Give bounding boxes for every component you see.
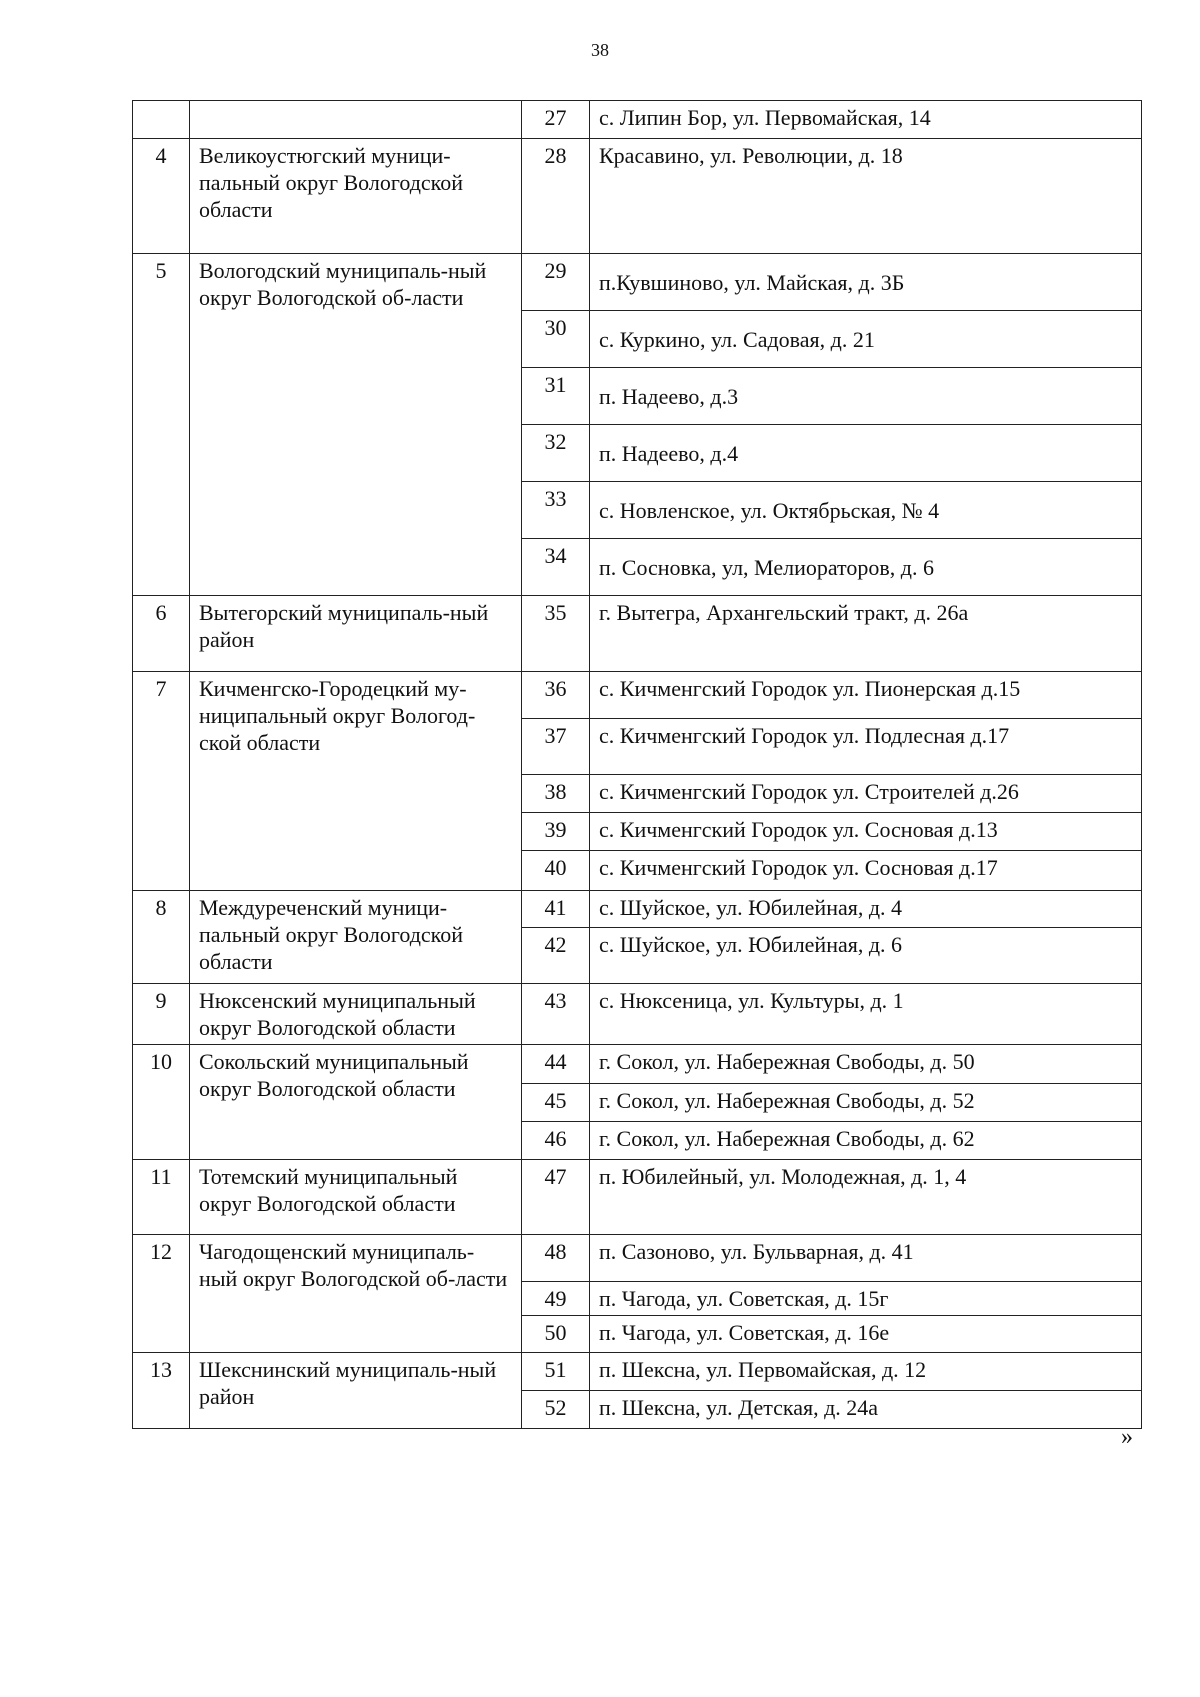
point-number-cell: 50	[522, 1316, 590, 1353]
district-number-cell: 11	[133, 1160, 190, 1235]
district-name-cell: Сокольский муниципальный округ Вологодской области	[190, 1045, 522, 1160]
district-name-cell: Великоустюгский муници-пальный округ Вологодской области	[190, 139, 522, 254]
district-number-cell: 5	[133, 254, 190, 596]
address-cell: г. Сокол, ул. Набережная Свободы, д. 52	[590, 1084, 1142, 1122]
point-number-cell: 36	[522, 672, 590, 719]
address-table	[132, 100, 1142, 1429]
table-row	[133, 891, 1142, 928]
district-number-cell	[133, 101, 190, 139]
address-cell: п.Кувшиново, ул. Майская, д. 3Б	[590, 254, 1142, 311]
point-number-cell: 30	[522, 311, 590, 368]
district-name-cell: Шекснинский муниципаль-ный район	[190, 1353, 522, 1429]
table-row	[133, 1160, 1142, 1235]
point-number-cell: 43	[522, 984, 590, 1045]
address-cell: п. Надеево, д.4	[590, 425, 1142, 482]
district-number-cell: 12	[133, 1235, 190, 1353]
table-row	[133, 254, 1142, 311]
point-number-cell: 51	[522, 1353, 590, 1391]
address-cell: с. Шуйское, ул. Юбилейная, д. 4	[590, 891, 1142, 928]
point-number-cell: 49	[522, 1282, 590, 1316]
address-cell: п. Сазоново, ул. Бульварная, д. 41	[590, 1235, 1142, 1282]
address-cell: с. Новленское, ул. Октябрьская, № 4	[590, 482, 1142, 539]
table-row	[133, 1353, 1142, 1391]
address-cell: с. Кичменгский Городок ул. Строителей д.26	[590, 775, 1142, 813]
address-cell: с. Кичменгский Городок ул. Сосновая д.17	[590, 851, 1142, 891]
point-number-cell: 39	[522, 813, 590, 851]
address-cell: с. Нюксеница, ул. Культуры, д. 1	[590, 984, 1142, 1045]
district-name-cell: Кичменгско-Городецкий му-ниципальный округ Вологод-ской области	[190, 672, 522, 891]
point-number-cell: 35	[522, 596, 590, 672]
district-number-cell: 6	[133, 596, 190, 672]
point-number-cell: 41	[522, 891, 590, 928]
point-number-cell: 34	[522, 539, 590, 596]
point-number-cell: 48	[522, 1235, 590, 1282]
district-name-cell: Нюксенский муниципальный округ Вологодской области	[190, 984, 522, 1045]
point-number-cell: 46	[522, 1122, 590, 1160]
district-number-cell: 10	[133, 1045, 190, 1160]
address-cell: п. Шексна, ул. Первомайская, д. 12	[590, 1353, 1142, 1391]
address-cell: п. Шексна, ул. Детская, д. 24а	[590, 1391, 1142, 1429]
address-cell: г. Вытегра, Архангельский тракт, д. 26а	[590, 596, 1142, 672]
district-name-cell: Вологодский муниципаль-ный округ Вологодской об-ласти	[190, 254, 522, 596]
address-cell: п. Юбилейный, ул. Молодежная, д. 1, 4	[590, 1160, 1142, 1235]
point-number-cell: 40	[522, 851, 590, 891]
table-row	[133, 984, 1142, 1045]
table-row	[133, 139, 1142, 254]
closing-quote-mark: »	[1121, 1424, 1133, 1450]
table-row	[133, 596, 1142, 672]
address-cell: с. Кичменгский Городок ул. Сосновая д.13	[590, 813, 1142, 851]
district-number-cell: 9	[133, 984, 190, 1045]
point-number-cell: 37	[522, 719, 590, 775]
address-cell: п. Чагода, ул. Советская, д. 16е	[590, 1316, 1142, 1353]
point-number-cell: 29	[522, 254, 590, 311]
point-number-cell: 27	[522, 101, 590, 139]
address-cell: с. Кичменгский Городок ул. Подлесная д.17	[590, 719, 1142, 775]
point-number-cell: 32	[522, 425, 590, 482]
point-number-cell: 33	[522, 482, 590, 539]
address-cell: Красавино, ул. Революции, д. 18	[590, 139, 1142, 254]
address-cell: п. Чагода, ул. Советская, д. 15г	[590, 1282, 1142, 1316]
address-cell: г. Сокол, ул. Набережная Свободы, д. 50	[590, 1045, 1142, 1084]
point-number-cell: 28	[522, 139, 590, 254]
address-cell: с. Куркино, ул. Садовая, д. 21	[590, 311, 1142, 368]
district-number-cell: 13	[133, 1353, 190, 1429]
district-name-cell: Междуреченский муници-пальный округ Вологодской области	[190, 891, 522, 984]
point-number-cell: 42	[522, 928, 590, 984]
point-number-cell: 47	[522, 1160, 590, 1235]
point-number-cell: 52	[522, 1391, 590, 1429]
table-row	[133, 1045, 1142, 1084]
point-number-cell: 44	[522, 1045, 590, 1084]
district-name-cell: Тотемский муниципальный округ Вологодской области	[190, 1160, 522, 1235]
address-cell: п. Надеево, д.3	[590, 368, 1142, 425]
address-cell: с. Кичменгский Городок ул. Пионерская д.15	[590, 672, 1142, 719]
district-name-cell	[190, 101, 522, 139]
district-number-cell: 7	[133, 672, 190, 891]
district-number-cell: 4	[133, 139, 190, 254]
address-cell: с. Шуйское, ул. Юбилейная, д. 6	[590, 928, 1142, 984]
district-number-cell: 8	[133, 891, 190, 984]
point-number-cell: 45	[522, 1084, 590, 1122]
district-name-cell: Чагодощенский муниципаль-ный округ Вологодской об-ласти	[190, 1235, 522, 1353]
table-row	[133, 672, 1142, 719]
point-number-cell: 31	[522, 368, 590, 425]
point-number-cell: 38	[522, 775, 590, 813]
address-cell: п. Сосновка, ул, Мелиораторов, д. 6	[590, 539, 1142, 596]
table-row	[133, 1235, 1142, 1282]
district-name-cell: Вытегорский муниципаль-ный район	[190, 596, 522, 672]
page-number: 38	[591, 40, 609, 60]
address-cell: с. Липин Бор, ул. Первомайская, 14	[590, 101, 1142, 139]
address-cell: г. Сокол, ул. Набережная Свободы, д. 62	[590, 1122, 1142, 1160]
table-row	[133, 101, 1142, 139]
